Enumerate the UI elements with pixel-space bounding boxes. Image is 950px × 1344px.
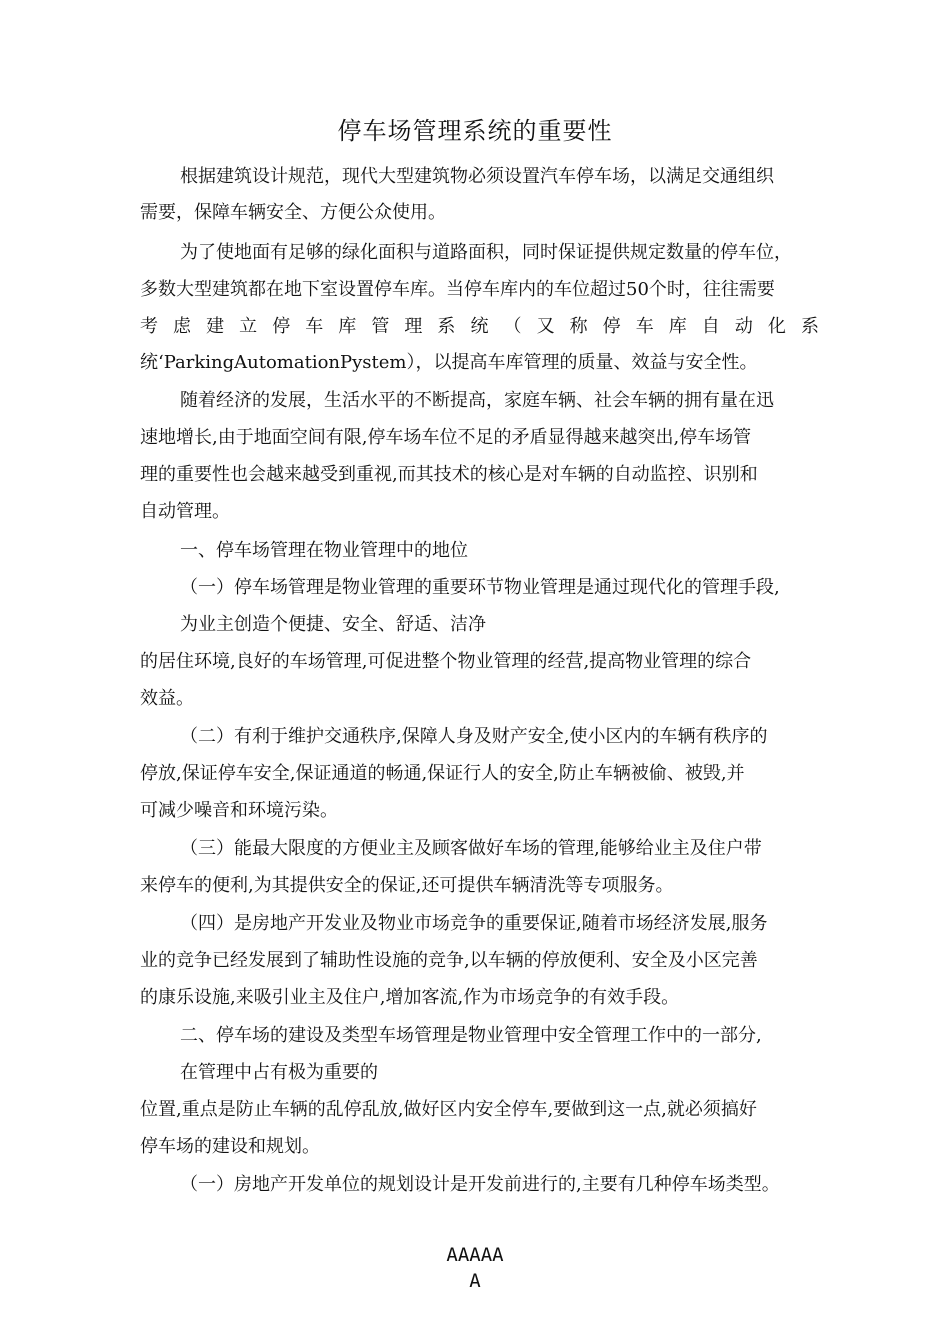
paragraph-line: 统‘ParkingAutomationPystem），以提高车库管理的质量、效益与安全性。 xyxy=(140,352,758,373)
footer-text: AAAAA xyxy=(446,1244,504,1266)
paragraph-line: 为了使地面有足够的绿化面积与道路面积，同时保证提供规定数量的停车位， xyxy=(180,242,792,263)
paragraph-line: 可减少噪音和环境污染。 xyxy=(140,800,338,821)
paragraph-line: （四）是房地产开发业及物业市场竞争的重要保证,随着市场经济发展,服务 xyxy=(180,913,768,934)
paragraph-line: 为业主创造个便捷、安全、舒适、洁净 xyxy=(180,614,486,635)
paragraph-line: 在管理中占有极为重要的 xyxy=(180,1062,378,1083)
paragraph-line: 需要，保障车辆安全、方便公众使用。 xyxy=(140,202,446,223)
footer-text: A xyxy=(469,1270,481,1292)
paragraph-line: 业的竞争已经发展到了辅助性设施的竞争,以车辆的停放便利、安全及小区完善 xyxy=(140,950,758,971)
paragraph-line: 多数大型建筑都在地下室设置停车库。当停车库内的车位超过50个时，往往需要 xyxy=(140,279,775,300)
paragraph-line: （二）有利于维护交通秩序,保障人身及财产安全,使小区内的车辆有秩序的 xyxy=(180,726,768,747)
paragraph-line: （一）房地产开发单位的规划设计是开发前进行的,主要有几种停车场类型。 xyxy=(180,1174,780,1195)
paragraph-line: 效益。 xyxy=(140,688,194,709)
paragraph-line: 的居住环境,良好的车场管理,可促进整个物业管理的经营,提高物业管理的综合 xyxy=(140,651,752,672)
paragraph-line: 理的重要性也会越来越受到重视,而其技术的核心是对车辆的自动监控、识别和 xyxy=(140,464,758,485)
paragraph-line: （一）停车场管理是物业管理的重要环节物业管理是通过现代化的管理手段, xyxy=(180,577,780,598)
paragraph-line-spaced: 考 虑 建 立 停 车 库 管 理 系 统 （ 又 称 停 车 库 自 动 化 系 xyxy=(140,316,819,337)
paragraph-line: 根据建筑设计规范，现代大型建筑物必须设置汽车停车场，以满足交通组织 xyxy=(180,166,774,187)
document-title: 停车场管理系统的重要性 xyxy=(337,117,613,145)
paragraph-line: （三）能最大限度的方便业主及顾客做好车场的管理,能够给业主及住户带 xyxy=(180,838,762,859)
paragraph-line: 停车场的建设和规划。 xyxy=(140,1136,320,1157)
paragraph-line: 的康乐设施,来吸引业主及住户,增加客流,作为市场竞争的有效手段。 xyxy=(140,987,680,1008)
paragraph-line: 自动管理。 xyxy=(140,501,230,522)
paragraph-line: 速地增长,由于地面空间有限,停车场车位不足的矛盾显得越来越突出,停车场管 xyxy=(140,427,752,448)
section-heading: 二、停车场的建设及类型车场管理是物业管理中安全管理工作中的一部分, xyxy=(180,1025,762,1046)
paragraph-line: 来停车的便利,为其提供安全的保证,还可提供车辆清洗等专项服务。 xyxy=(140,875,674,896)
section-heading: 一、停车场管理在物业管理中的地位 xyxy=(180,540,468,561)
paragraph-line: 随着经济的发展，生活水平的不断提高，家庭车辆、社会车辆的拥有量在迅 xyxy=(180,390,774,411)
paragraph-line: 位置,重点是防止车辆的乱停乱放,做好区内安全停车,要做到这一点,就必须搞好 xyxy=(140,1099,757,1120)
paragraph-line: 停放,保证停车安全,保证通道的畅通,保证行人的安全,防止车辆被偷、被毁,并 xyxy=(140,763,745,784)
